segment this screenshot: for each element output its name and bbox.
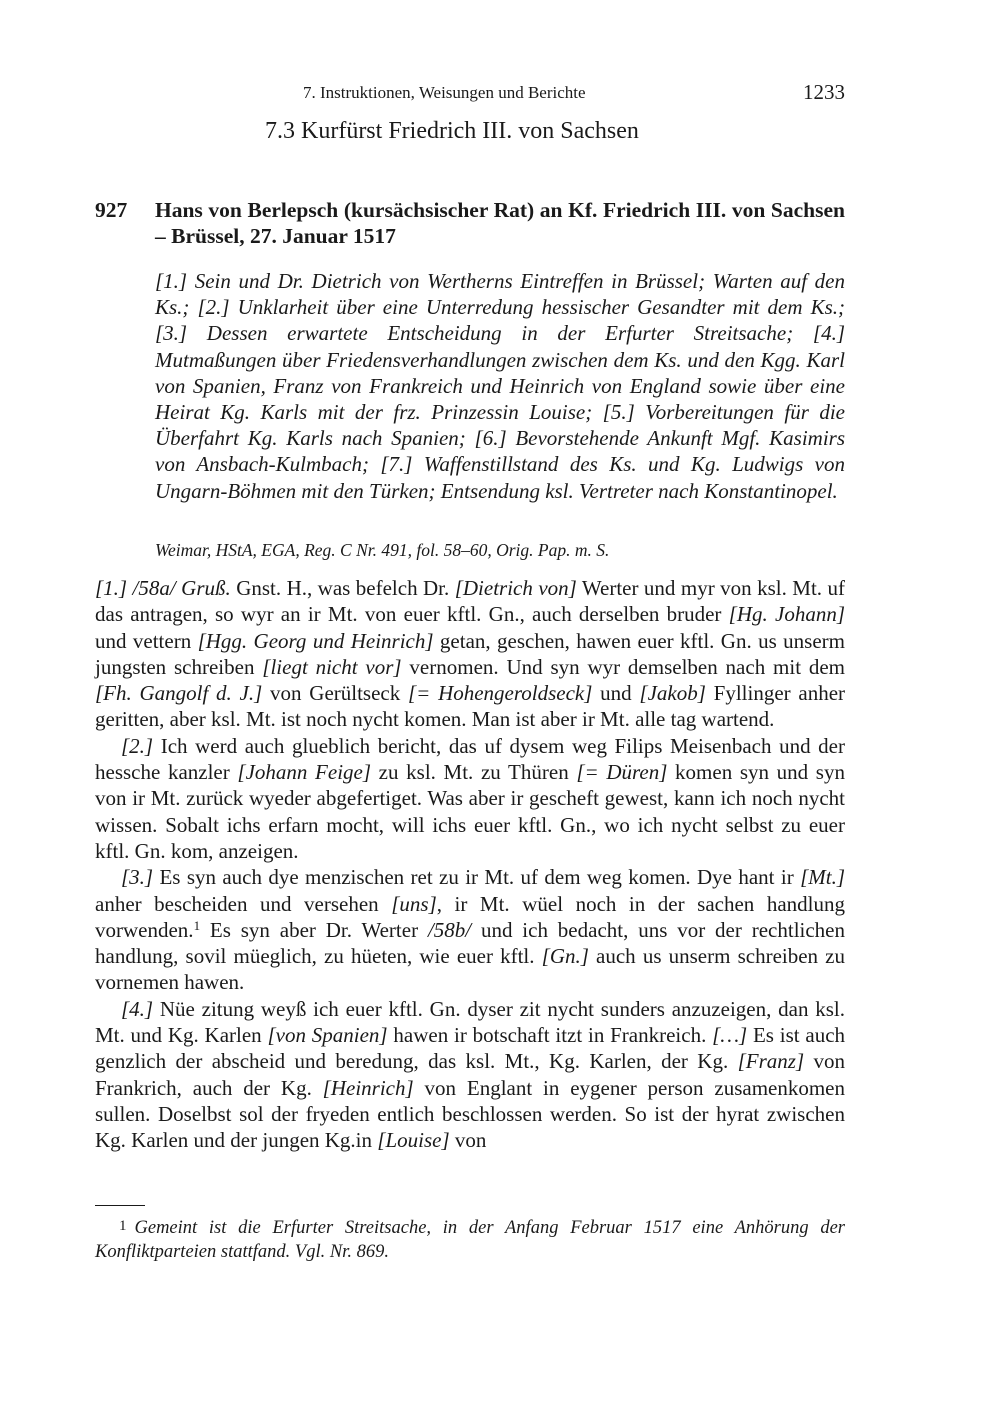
- body-paragraph: [95, 575, 845, 733]
- editorial-text: [Mt.]: [800, 865, 845, 890]
- editorial-text: [4.]: [121, 996, 154, 1021]
- editorial-text: [Hg. Johann]: [728, 602, 845, 627]
- editorial-text: [1.] /58a/ Gruß.: [95, 576, 231, 600]
- text-segment: und: [592, 681, 640, 706]
- text-segment: Es syn auch dye menzischen ret zu ir Mt. uf dem weg komen. Dye hant ir: [153, 865, 801, 890]
- footnote-text: Gemeint ist die Erfurter Streitsache, in der Anfang Februar 1517 eine Anhörung der Konfliktparteien stattfand. Vgl. Nr. 869.: [95, 1218, 845, 1262]
- body-paragraph: [95, 733, 845, 864]
- document-number: 927: [95, 198, 128, 222]
- body-text: [95, 575, 845, 1154]
- text-segment: zu ksl. Mt. zu Thüren: [371, 760, 577, 785]
- regest-summary: [1.] Sein und Dr. Dietrich von Wertherns Eintreffen in Brüssel; Warten auf den Ks.; [2.] Unklarheit über eine Unterredung hessischer Gesandter mit dem Ks.; [3.] Dessen erwartete Entscheidung in der Erfurter Streitsache; [4.] Mutmaßungen über Friedensverhandlungen zwischen dem Ks. und den Kgg. Karl von Spanien, Franz von Frankreich und Heinrich von England sowie über eine Heirat Kg. Karls mit der frz. Prinzessin Louise; [5.] Vorbereitungen für die Überfahrt Kg. Karls nach Spanien; [6.] Bevorstehende Ankunft Mgf. Kasimirs von Ansbach-Kulmbach; [7.] Waffenstillstand des Ks. und Kg. Ludwigs von Ungarn-Böhmen mit den Türken; Entsendung ksl. Vertreter nach Konstantinopel.: [155, 269, 845, 503]
- section-title: 7.3 Kurfürst Friedrich III. von Sachsen: [265, 118, 639, 144]
- editorial-text: [Hgg. Georg und Heinrich]: [197, 628, 434, 653]
- editorial-text: [von Spanien]: [267, 1023, 388, 1048]
- text-segment: von Englant in eygener person zusamenkomen sullen. Doselbst sol der fryeden entlich beschlossen werden. So ist der hyrat zwischen Kg. Karlen und der jungen Kg.in: [95, 1075, 845, 1153]
- text-segment: auch us unserm schreiben zu vornemen hawen.: [95, 944, 845, 995]
- text-segment: Es ist auch genzlich der abscheid und beredung, das ksl. Mt., Kg. Karlen, der Kg.: [95, 1023, 846, 1074]
- body-paragraph: [95, 996, 845, 1154]
- text-segment: vernomen. Und syn wyr demselben nach mit dem: [401, 654, 846, 679]
- text-segment: von Frankrich, auch der Kg.: [95, 1049, 845, 1100]
- text-segment: getan, geschen, hawen euer kftl. Gn. us unserm jungsten schreiben: [95, 628, 845, 679]
- page-number: 1233: [803, 80, 845, 104]
- footnote-rule: [95, 1205, 145, 1206]
- text-segment: Gnst. H., was befelch Dr.: [230, 576, 455, 600]
- document-header: [95, 197, 845, 249]
- footnote-reference: 1: [193, 917, 201, 933]
- editorial-text: [Gn.]: [541, 944, 589, 969]
- editorial-text: /58b/: [427, 917, 472, 942]
- editorial-text: […]: [712, 1023, 748, 1048]
- text-segment: von: [449, 1128, 487, 1153]
- editorial-text: [liegt nicht vor]: [262, 654, 402, 679]
- editorial-text: [Dietrich von]: [454, 576, 577, 600]
- editorial-text: [Johann Feige]: [237, 760, 372, 785]
- text-segment: komen syn und syn von ir Mt. zurück wyeder abgefertiget. Was aber ir gescheft gewest, kann ich noch nycht wissen. Sobalt ichs erfarn mocht, will ichs euer kftl. Gn., wo ich nycht selbst zu euer kftl. Gn. kom, anzeigen.: [95, 760, 845, 863]
- text-segment: Es syn aber Dr. Werter: [200, 917, 428, 942]
- editorial-text: [Louise]: [377, 1128, 450, 1153]
- editorial-text: [Heinrich]: [322, 1075, 414, 1100]
- editorial-text: [= Düren]: [576, 760, 668, 785]
- document-title: Hans von Berlepsch (kursächsischer Rat) an Kf. Friedrich III. von Sachsen – Brüssel, 27. Januar 1517: [155, 198, 845, 248]
- editorial-text: [uns]: [391, 891, 437, 916]
- text-segment: , ir Mt. wüel noch in der sachen handlung vorwenden.: [95, 891, 845, 942]
- editorial-text: [Fh. Gangolf d. J.]: [95, 681, 263, 706]
- text-segment: von Gerültseck: [262, 681, 408, 706]
- text-segment: Ich werd auch glueblich bericht, das uf dysem weg Filips Meisenbach und der hessche kanzler: [95, 733, 845, 785]
- text-segment: hawen ir botschaft itzt in Frankreich.: [387, 1023, 713, 1048]
- body-paragraph: [95, 864, 845, 995]
- editorial-text: [= Hohengeroldseck]: [407, 681, 593, 706]
- text-segment: Fyllinger anher geritten, aber ksl. Mt. ist noch nycht komen. Man ist aber ir Mt. alle tag wartend.: [95, 681, 846, 732]
- text-segment: und ich bedacht, uns vor der rechtlichen handlung, sovil müeglich, zu hüeten, wie euer kftl.: [95, 917, 846, 969]
- footnote-mark: 1: [119, 1218, 127, 1234]
- editorial-text: [Jakob]: [639, 681, 706, 706]
- editorial-text: [Franz]: [737, 1049, 805, 1074]
- text-segment: Nüe zitung weyß ich euer kftl. Gn. dyser zit nycht sunders anzuzeigen, dan ksl. Mt. und Kg. Karlen: [95, 996, 845, 1048]
- text-segment: Werter und myr von ksl. Mt. uf das antragen, so wyr an ir Mt. von euer kftl. Gn., auch derselben bruder: [95, 576, 845, 627]
- text-segment: und vettern: [95, 628, 198, 653]
- editorial-text: [3.]: [121, 865, 154, 890]
- running-head: [95, 80, 845, 106]
- editorial-text: [2.]: [121, 733, 154, 758]
- footnote: [95, 1215, 845, 1264]
- text-segment: anher bescheiden und versehen: [95, 891, 392, 916]
- source-reference: Weimar, HStA, EGA, Reg. C Nr. 491, fol. 58–60, Orig. Pap. m. S.: [155, 540, 610, 560]
- running-head-title: 7. Instruktionen, Weisungen und Berichte: [303, 83, 586, 102]
